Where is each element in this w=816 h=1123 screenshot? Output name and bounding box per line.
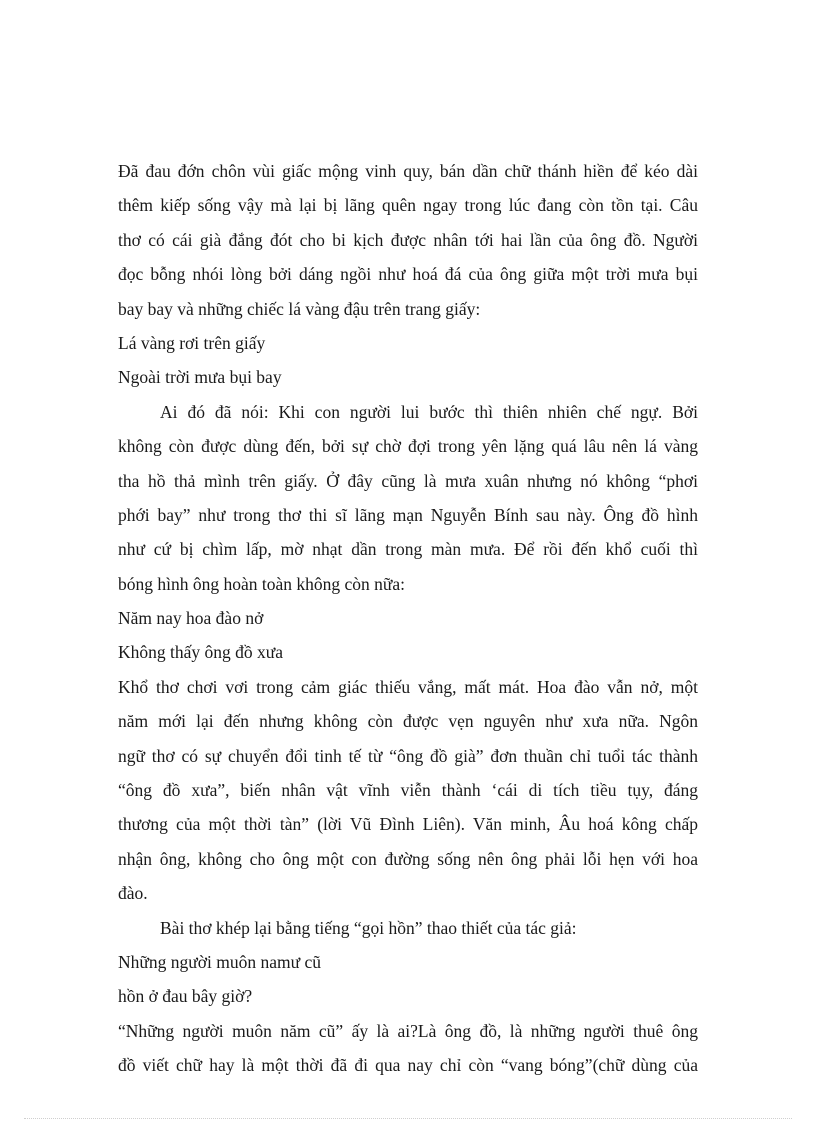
text-line: thơ có cái già đắng đót cho bi kịch được nhân tới hai lần của ông đồ. Người bbox=[118, 229, 698, 250]
text-line: Khổ thơ chơi vơi trong cảm giác thiếu vắng, mất mát. Hoa đào vẫn nở, một bbox=[118, 676, 698, 697]
text-line: Bài thơ khép lại bằng tiếng “gọi hồn” thao thiết của tác giả: bbox=[160, 917, 577, 938]
text-line: Không thấy ông đồ xưa bbox=[118, 642, 284, 663]
text-line: như cứ bị chìm lấp, mờ nhạt dần trong màn mưa. Để rồi đến khổ cuối thì bbox=[118, 539, 698, 560]
text-line: bóng hình ông hoàn toàn không còn nữa: bbox=[118, 573, 406, 594]
text-line: không còn được dùng đến, bởi sự chờ đợi trong yên lặng quá lâu nên lá vàng bbox=[118, 436, 698, 457]
text-line: hồn ở đau bây giờ? bbox=[118, 986, 253, 1007]
text-line: năm mới lại đến nhưng không còn được vẹn nguyên như xưa nữa. Ngôn bbox=[118, 711, 698, 732]
text-line: phới bay” như trong thơ thi sĩ lãng mạn Nguyễn Bính sau này. Ông đồ hình bbox=[118, 504, 698, 525]
text-line: Những người muôn namư cũ bbox=[118, 951, 321, 972]
text-line: đào. bbox=[118, 883, 148, 904]
text-line: Ai đó đã nói: Khi con người lui bước thì thiên nhiên chế ngự. Bởi bbox=[160, 401, 698, 422]
text-line: tha hồ thả mình trên giấy. Ở đây cũng là mưa xuân nhưng nó không “phơi bbox=[118, 470, 698, 491]
text-line: nhận ông, không cho ông một con đường sống nên ông phải lỗi hẹn với hoa bbox=[118, 848, 698, 869]
text-line: thêm kiếp sống vậy mà lại bị lãng quên ngay trong lúc đang còn tồn tại. Câu bbox=[118, 195, 698, 216]
text-line: thương của một thời tàn” (lời Vũ Đình Liên). Văn minh, Âu hoá kông chấp bbox=[118, 814, 698, 835]
text-line: bay bay và những chiếc lá vàng đậu trên trang giấy: bbox=[118, 298, 481, 319]
text-line: đọc bỗng nhói lòng bởi dáng ngồi như hoá đá của ông giữa một trời mưa bụi bbox=[118, 264, 698, 285]
text-line: “ông đồ xưa”, biến nhân vật vĩnh viễn thành ‘cái di tích tiều tụy, đáng bbox=[118, 780, 698, 801]
text-line: Đã đau đớn chôn vùi giấc mộng vinh quy, bán dần chữ thánh hiền để kéo dài bbox=[118, 161, 698, 181]
page-bottom-border bbox=[24, 1118, 792, 1119]
text-line: Năm nay hoa đào nở bbox=[118, 608, 264, 629]
text-line: “Những người muôn năm cũ” ấy là ai?Là ông đồ, là những người thuê ông bbox=[118, 1020, 698, 1041]
text-line: ngữ thơ có sự chuyển đổi tinh tế từ “ông đồ già” đơn thuần chỉ tuổi tác thành bbox=[118, 745, 698, 766]
document-body bbox=[118, 154, 698, 1083]
text-line: đồ viết chữ hay là một thời đã đi qua nay chỉ còn “vang bóng”(chữ dùng của bbox=[118, 1055, 698, 1076]
text-line: Lá vàng rơi trên giấy bbox=[118, 332, 266, 353]
text-line: Ngoài trời mưa bụi bay bbox=[118, 367, 282, 388]
